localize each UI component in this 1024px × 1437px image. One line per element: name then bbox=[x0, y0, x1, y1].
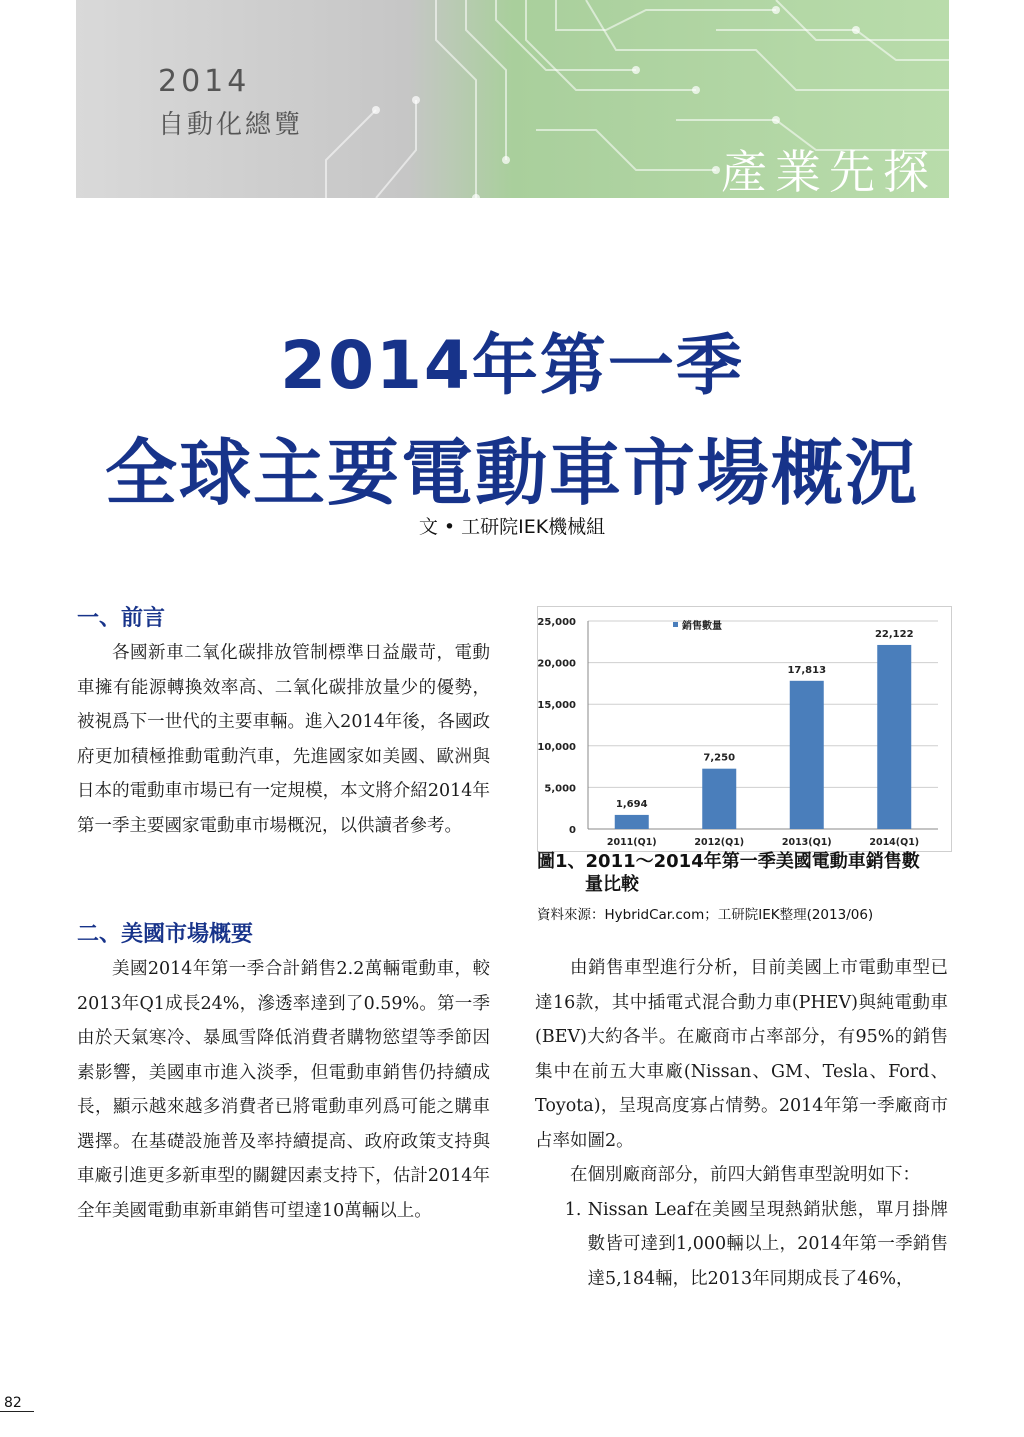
right-paragraph-2: 在個別廠商部分，前四大銷售車型說明如下： bbox=[570, 1165, 920, 1185]
y-tick-label: 0 bbox=[569, 825, 576, 836]
article-title-line2: 全球主要電動車市場概況 bbox=[104, 431, 919, 515]
bar bbox=[615, 815, 649, 829]
legend-swatch bbox=[673, 622, 678, 627]
section2-heading: 二、美國市場概要 bbox=[77, 922, 254, 947]
section1-paragraph: 各國新車二氧化碳排放管制標準日益嚴苛，電動車擁有能源轉換效率高、二氧化碳排放量少的優勢，被視爲下一世代的主要車輛。進入2014年後，各國政府更加積極推動電動汽車，先進國家如美國、歐洲與日本的電動車市場已有一定規模，本文將介紹2014年第一季主要國家電動車市場概況，以供讀者參考。 bbox=[77, 643, 490, 836]
bar bbox=[702, 769, 736, 829]
banner-year: 2014 bbox=[158, 64, 251, 99]
bar bbox=[877, 645, 911, 829]
data-label: 1,694 bbox=[615, 798, 648, 810]
sales-bar-chart bbox=[538, 607, 951, 851]
bar bbox=[790, 681, 824, 829]
data-label: 17,813 bbox=[787, 664, 827, 676]
page-number: 82 bbox=[0, 1395, 34, 1412]
x-tick-label: 2012(Q1) bbox=[694, 837, 745, 848]
figure-caption-line2: 量比較 bbox=[585, 874, 639, 895]
y-tick-label: 20,000 bbox=[538, 658, 576, 670]
list-item: 1. Nissan Leaf在美國呈現熱銷狀態，單月掛牌數皆可達到1,000輛以上，2014年第一季銷售達5,184輛，比2013年同期成長了46%， bbox=[564, 1199, 948, 1289]
article-title-line1: 2014年第一季 bbox=[280, 327, 744, 404]
section2-paragraph: 美國2014年第一季合計銷售2.2萬輛電動車，較2013年Q1成長24%，滲透率達到了0.59%。第一季由於天氣寒冷、暴風雪降低消費者購物慾望等季節因素影響，美國車市進入淡季，但電動車銷售仍持續成長，顯示越來越多消費者已將電動車列爲可能之購車選擇。在基礎設施普及率持續提高、政府政策支持與車廠引進更多新車型的關鍵因素支持下，估計2014年全年美國電動車新車銷售可望達10萬輛以上。 bbox=[77, 959, 490, 1221]
x-tick-label: 2011(Q1) bbox=[606, 837, 657, 848]
banner-series-title: 自動化總覽 bbox=[158, 110, 304, 140]
header-banner bbox=[76, 0, 949, 198]
figure-caption-line1: 圖1、2011～2014年第一季美國電動車銷售數 bbox=[537, 851, 920, 872]
y-tick-label: 25,000 bbox=[538, 617, 576, 628]
y-tick-label: 5,000 bbox=[544, 783, 576, 795]
data-label: 22,122 bbox=[874, 628, 914, 640]
x-tick-label: 2014(Q1) bbox=[869, 837, 920, 848]
right-column bbox=[535, 951, 948, 1296]
y-tick-label: 10,000 bbox=[538, 741, 576, 753]
left-column-section2 bbox=[77, 918, 490, 1228]
figure-caption bbox=[537, 850, 951, 896]
y-tick-label: 15,000 bbox=[538, 700, 576, 712]
sales-chart-figure bbox=[537, 606, 952, 852]
left-column-section1 bbox=[77, 602, 490, 843]
right-paragraph-1: 由銷售車型進行分析，目前美國上市電動車型已達16款，其中插電式混合動力車(PHEV)與純電動車(BEV)大約各半。在廠商市占率部分，有95%的銷售集中在前五大車廠(Nissan、GM、Tesla、Ford、Toyota)，呈現高度寡占情勢。2014年第一季廠商市占率如圖2。 bbox=[535, 958, 948, 1151]
x-tick-label: 2013(Q1) bbox=[781, 837, 832, 848]
legend-label: 銷售數量 bbox=[682, 621, 722, 632]
figure-source: 資料來源：HybridCar.com；工研院IEK整理(2013/06) bbox=[537, 907, 874, 923]
section1-heading: 一、前言 bbox=[77, 606, 166, 631]
author-line: 文 • 工研院IEK機械組 bbox=[418, 516, 606, 538]
data-label: 7,250 bbox=[703, 752, 736, 764]
banner-section-label: 產業先探 bbox=[721, 145, 937, 198]
